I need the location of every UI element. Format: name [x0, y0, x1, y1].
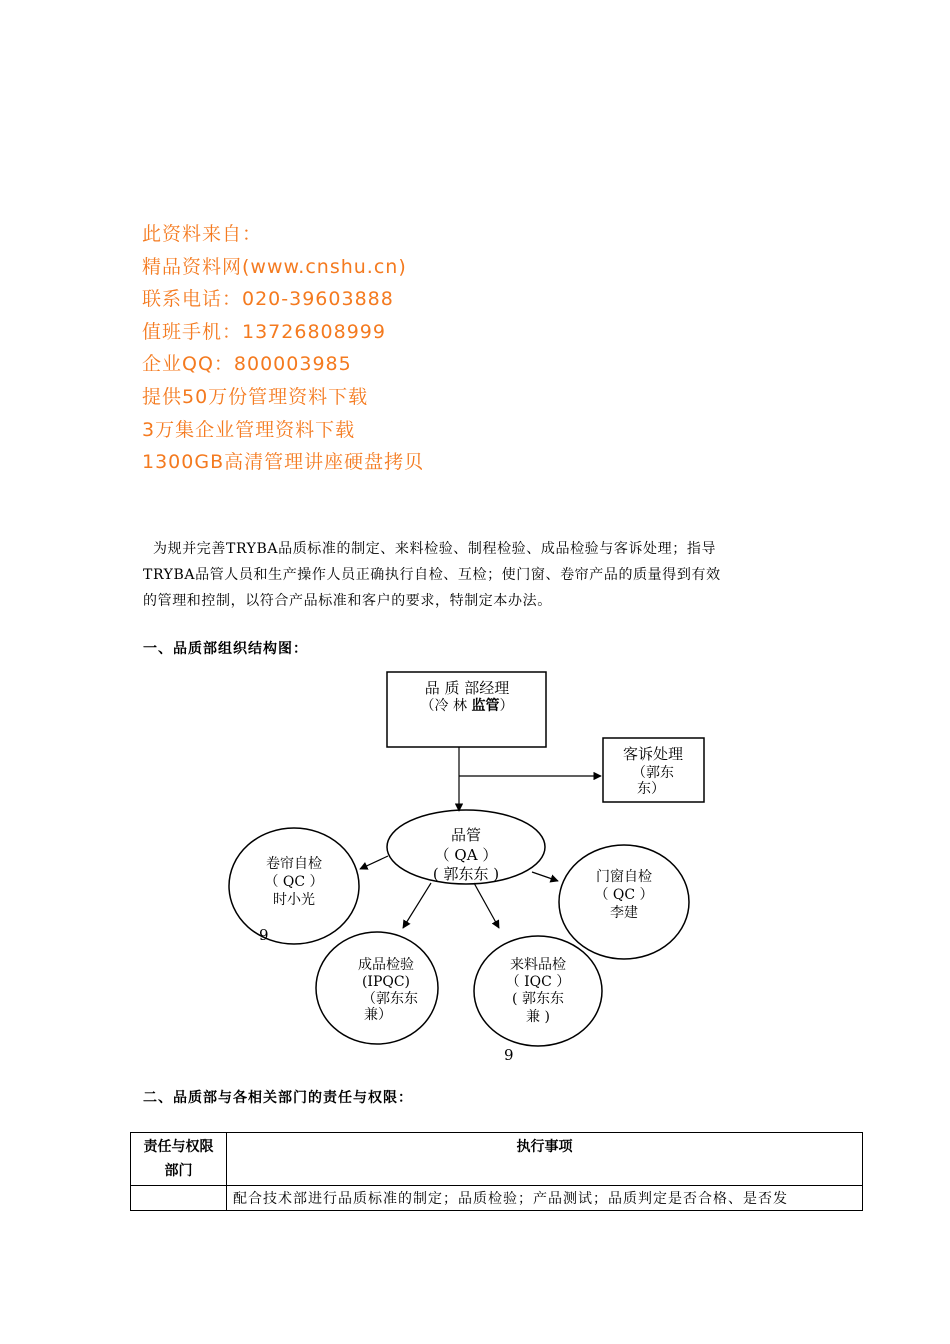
source-info-block	[142, 218, 424, 479]
qa-to-ipqc-arrow	[403, 883, 431, 928]
qa-node	[387, 810, 545, 884]
ipqc-node	[316, 932, 438, 1044]
manager-title: 品 质 部经理	[424, 679, 510, 697]
ipqc-title: 成品检验	[358, 957, 414, 973]
qa-to-window-arrow	[532, 872, 558, 881]
iqc-title: 来料品检	[510, 957, 566, 973]
header-department-cell	[131, 1133, 227, 1186]
blind-qc-code: （ QC ）	[264, 874, 324, 890]
intro-line-1: 为规并完善TRYBA品质标准的制定、来料检验、制程检验、成品检验与客诉处理；指导	[153, 541, 717, 557]
intro-paragraph	[143, 536, 811, 614]
window-qc-code: （ QC ）	[594, 887, 654, 903]
qa-to-blind-arrow	[360, 856, 388, 869]
row1-duties-cell: 配合技术部进行品质标准的制定；品质检验；产品测试；品质判定是否合格、是否发	[227, 1186, 863, 1211]
source-line: 此资料来自：	[142, 223, 263, 245]
complaint-name-2: 东）	[637, 781, 665, 797]
intro-line-2: TRYBA品管人员和生产操作人员正确执行自检、互检；使门窗、卷帘产品的质量得到有效	[143, 567, 721, 583]
blind-qc-title: 卷帘自检	[266, 856, 322, 872]
stray-mark-2: 9	[504, 1046, 514, 1064]
stray-mark-1: 9	[259, 926, 269, 944]
blind-qc-node	[229, 828, 359, 944]
table-row	[131, 1186, 863, 1211]
header-duties-cell: 执行事项	[227, 1133, 863, 1186]
window-qc-name: 李建	[610, 905, 638, 921]
manager-box	[387, 672, 546, 747]
offer-line-1: 提供50万份管理资料下载	[142, 385, 369, 408]
phone-line: 联系电话：020-39603888	[142, 288, 394, 311]
qa-title: 品管	[450, 826, 482, 844]
qa-name: ( 郭东东 )	[432, 865, 500, 883]
offer-line-3: 1300GB高清管理讲座硬盘拷贝	[142, 451, 425, 474]
window-qc-node	[559, 845, 689, 959]
ipqc-code: (IPQC)	[361, 974, 411, 990]
website-line[interactable]: 精品资料网(www.cnshu.cn)	[142, 255, 407, 278]
ipqc-name-1: （郭东东	[362, 991, 418, 1007]
iqc-name-1: ( 郭东东	[512, 991, 564, 1007]
blind-qc-name: 时小光	[273, 892, 315, 908]
row1-department-cell	[131, 1186, 227, 1211]
window-qc-title: 门窗自检	[596, 869, 652, 885]
qa-code: （ QA ）	[434, 846, 498, 864]
responsibility-table	[130, 1132, 863, 1211]
header-col1-line2: 部门	[164, 1163, 193, 1179]
section-1-heading: 一、品质部组织结构图：	[143, 641, 308, 657]
header-col1-line1: 责任与权限	[143, 1139, 214, 1155]
table-header-row	[131, 1133, 863, 1186]
complaint-box	[603, 738, 704, 802]
complaint-name-1: （郭东	[632, 765, 674, 781]
iqc-node	[474, 936, 602, 1046]
qq-line: 企业QQ：800003985	[142, 353, 352, 376]
intro-line-3: 的管理和控制，以符合产品标准和客户的要求，特制定本办法。	[143, 593, 552, 609]
manager-name: （冷 林 监管）	[420, 698, 514, 714]
complaint-title: 客诉处理	[622, 745, 684, 763]
offer-line-2: 3万集企业管理资料下载	[142, 418, 356, 441]
ipqc-name-2: 兼）	[364, 1007, 392, 1023]
qa-to-iqc-arrow	[474, 883, 499, 928]
section-2-heading: 二、品质部与各相关部门的责任与权限：	[143, 1090, 413, 1106]
iqc-name-2: 兼 )	[526, 1009, 550, 1025]
iqc-code: （ IQC ）	[505, 974, 571, 990]
mobile-line: 值班手机：13726808999	[142, 320, 386, 343]
